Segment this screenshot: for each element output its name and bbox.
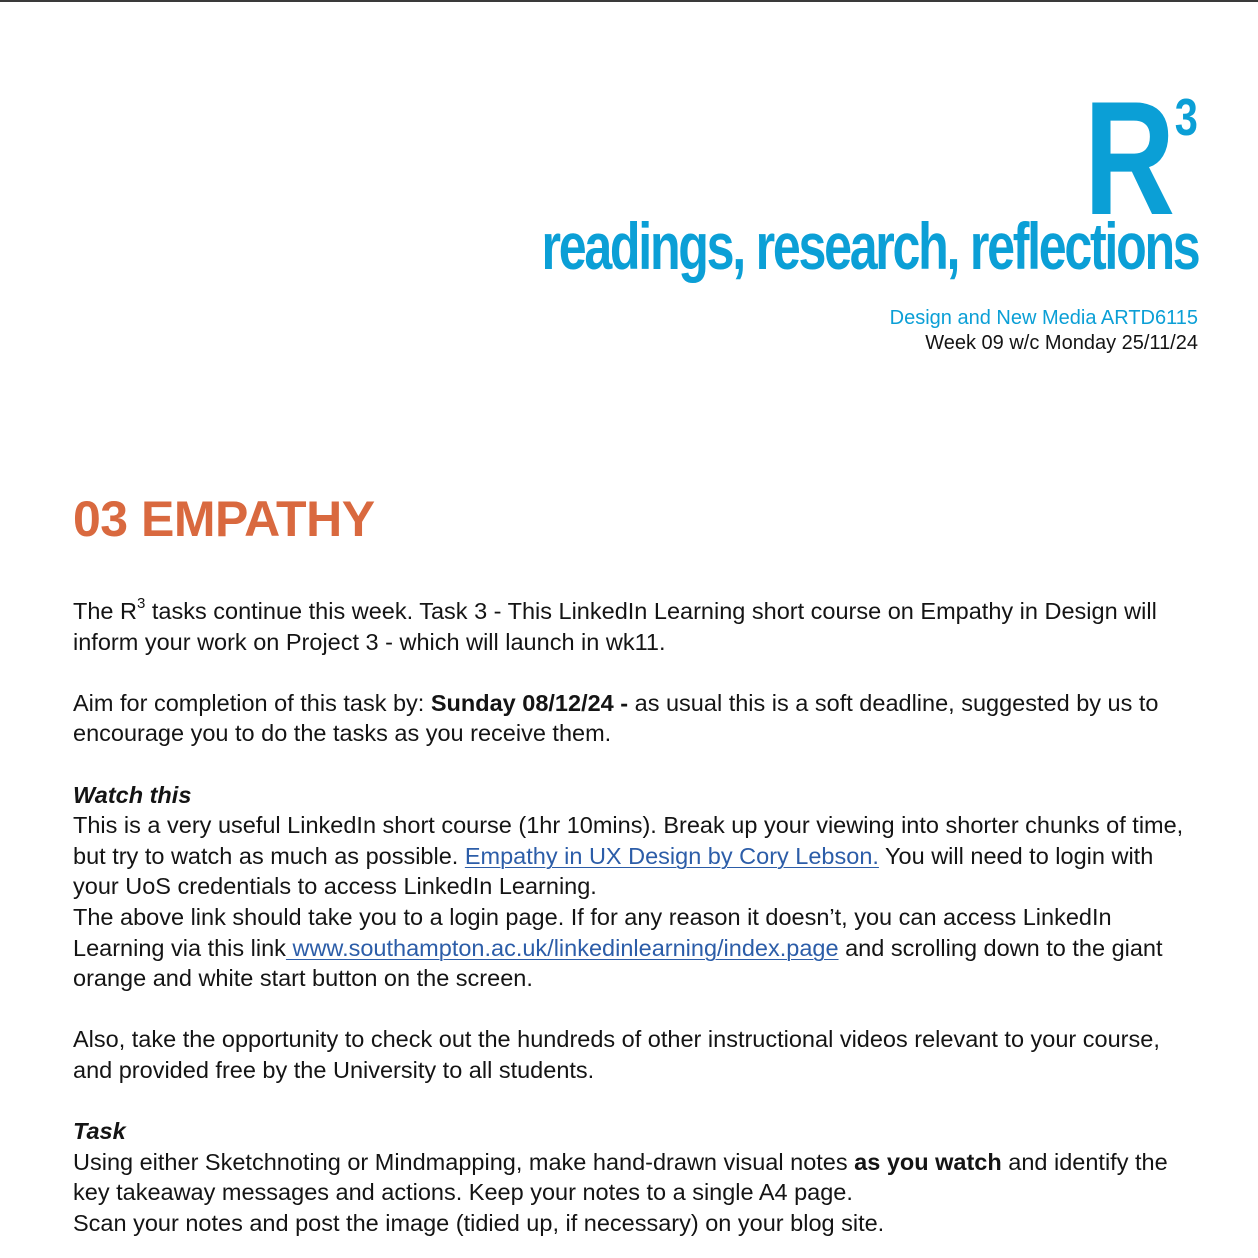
watch-text-2: You will need to login with your UoS credentials to access LinkedIn Learning. bbox=[73, 842, 1154, 900]
course-title: Design and New Media ARTD6115 bbox=[889, 307, 1198, 329]
watch-paragraph-1 bbox=[73, 810, 1193, 902]
watch-text-4: and scrolling down to the giant orange and white start button on the screen. bbox=[73, 934, 1163, 992]
masthead bbox=[334, 68, 1198, 355]
task-paragraph-1 bbox=[73, 1147, 1193, 1208]
task-emphasis: as you watch bbox=[854, 1148, 1002, 1175]
deadline-date: Sunday 08/12/24 - bbox=[430, 689, 629, 716]
tagline: readings, research, reflections bbox=[541, 209, 1198, 283]
intro-text-rest: tasks continue this week. Task 3 - This LinkedIn Learning short course on Empathy in Design will inform your work on Project 3 - which will launch in wk11. bbox=[73, 598, 1157, 655]
watch-text-3: The above link should take you to a login page. If for any reason it doesn’t, you can access LinkedIn Learning via this link bbox=[73, 903, 1112, 961]
deadline-rest: as usual this is a soft deadline, suggested by us to encourage you to do the tasks as you receive them. bbox=[73, 689, 1159, 747]
task-paragraph-2: Scan your notes and post the image (tidied up, if necessary) on your blog site. bbox=[73, 1209, 885, 1236]
deadline-lead: Aim for completion of this task by: bbox=[73, 689, 431, 716]
intro-text-start: The R bbox=[73, 598, 137, 624]
also-paragraph: Also, take the opportunity to check out the hundreds of other instructional videos relevant to your course, and provided free by the University to all students. bbox=[73, 1026, 1160, 1083]
course-link[interactable]: Empathy in UX Design by Cory Lebson. bbox=[464, 842, 879, 869]
task-text-1: Using either Sketchnoting or Mindmapping, make hand-drawn visual notes bbox=[73, 1148, 855, 1175]
task-heading: Task bbox=[73, 1118, 126, 1145]
intro-superscript: 3 bbox=[137, 595, 146, 613]
watch-heading: Watch this bbox=[73, 781, 192, 808]
section-title: 03 EMPATHY bbox=[73, 491, 375, 547]
deadline-paragraph bbox=[73, 688, 1193, 749]
logo-superscript: 3 bbox=[1174, 89, 1198, 147]
document-body bbox=[73, 596, 1193, 1238]
week-label: Week 09 w/c Monday 25/11/24 bbox=[925, 332, 1198, 354]
watch-text-1: This is a very useful LinkedIn short course (1hr 10mins). Break up your viewing into shorter chunks of time, but try to watch as much as possible. bbox=[73, 812, 1184, 869]
intro-paragraph bbox=[73, 596, 1193, 657]
top-rule bbox=[0, 0, 1258, 2]
logo-letter: R bbox=[1083, 68, 1172, 249]
watch-paragraph-2 bbox=[73, 902, 1193, 994]
task-text-2: and identify the key takeaway messages and actions. Keep your notes to a single A4 page. bbox=[73, 1148, 1168, 1206]
linkedin-learning-link[interactable]: www.southampton.ac.uk/linkedinlearning/index.page bbox=[285, 934, 839, 961]
